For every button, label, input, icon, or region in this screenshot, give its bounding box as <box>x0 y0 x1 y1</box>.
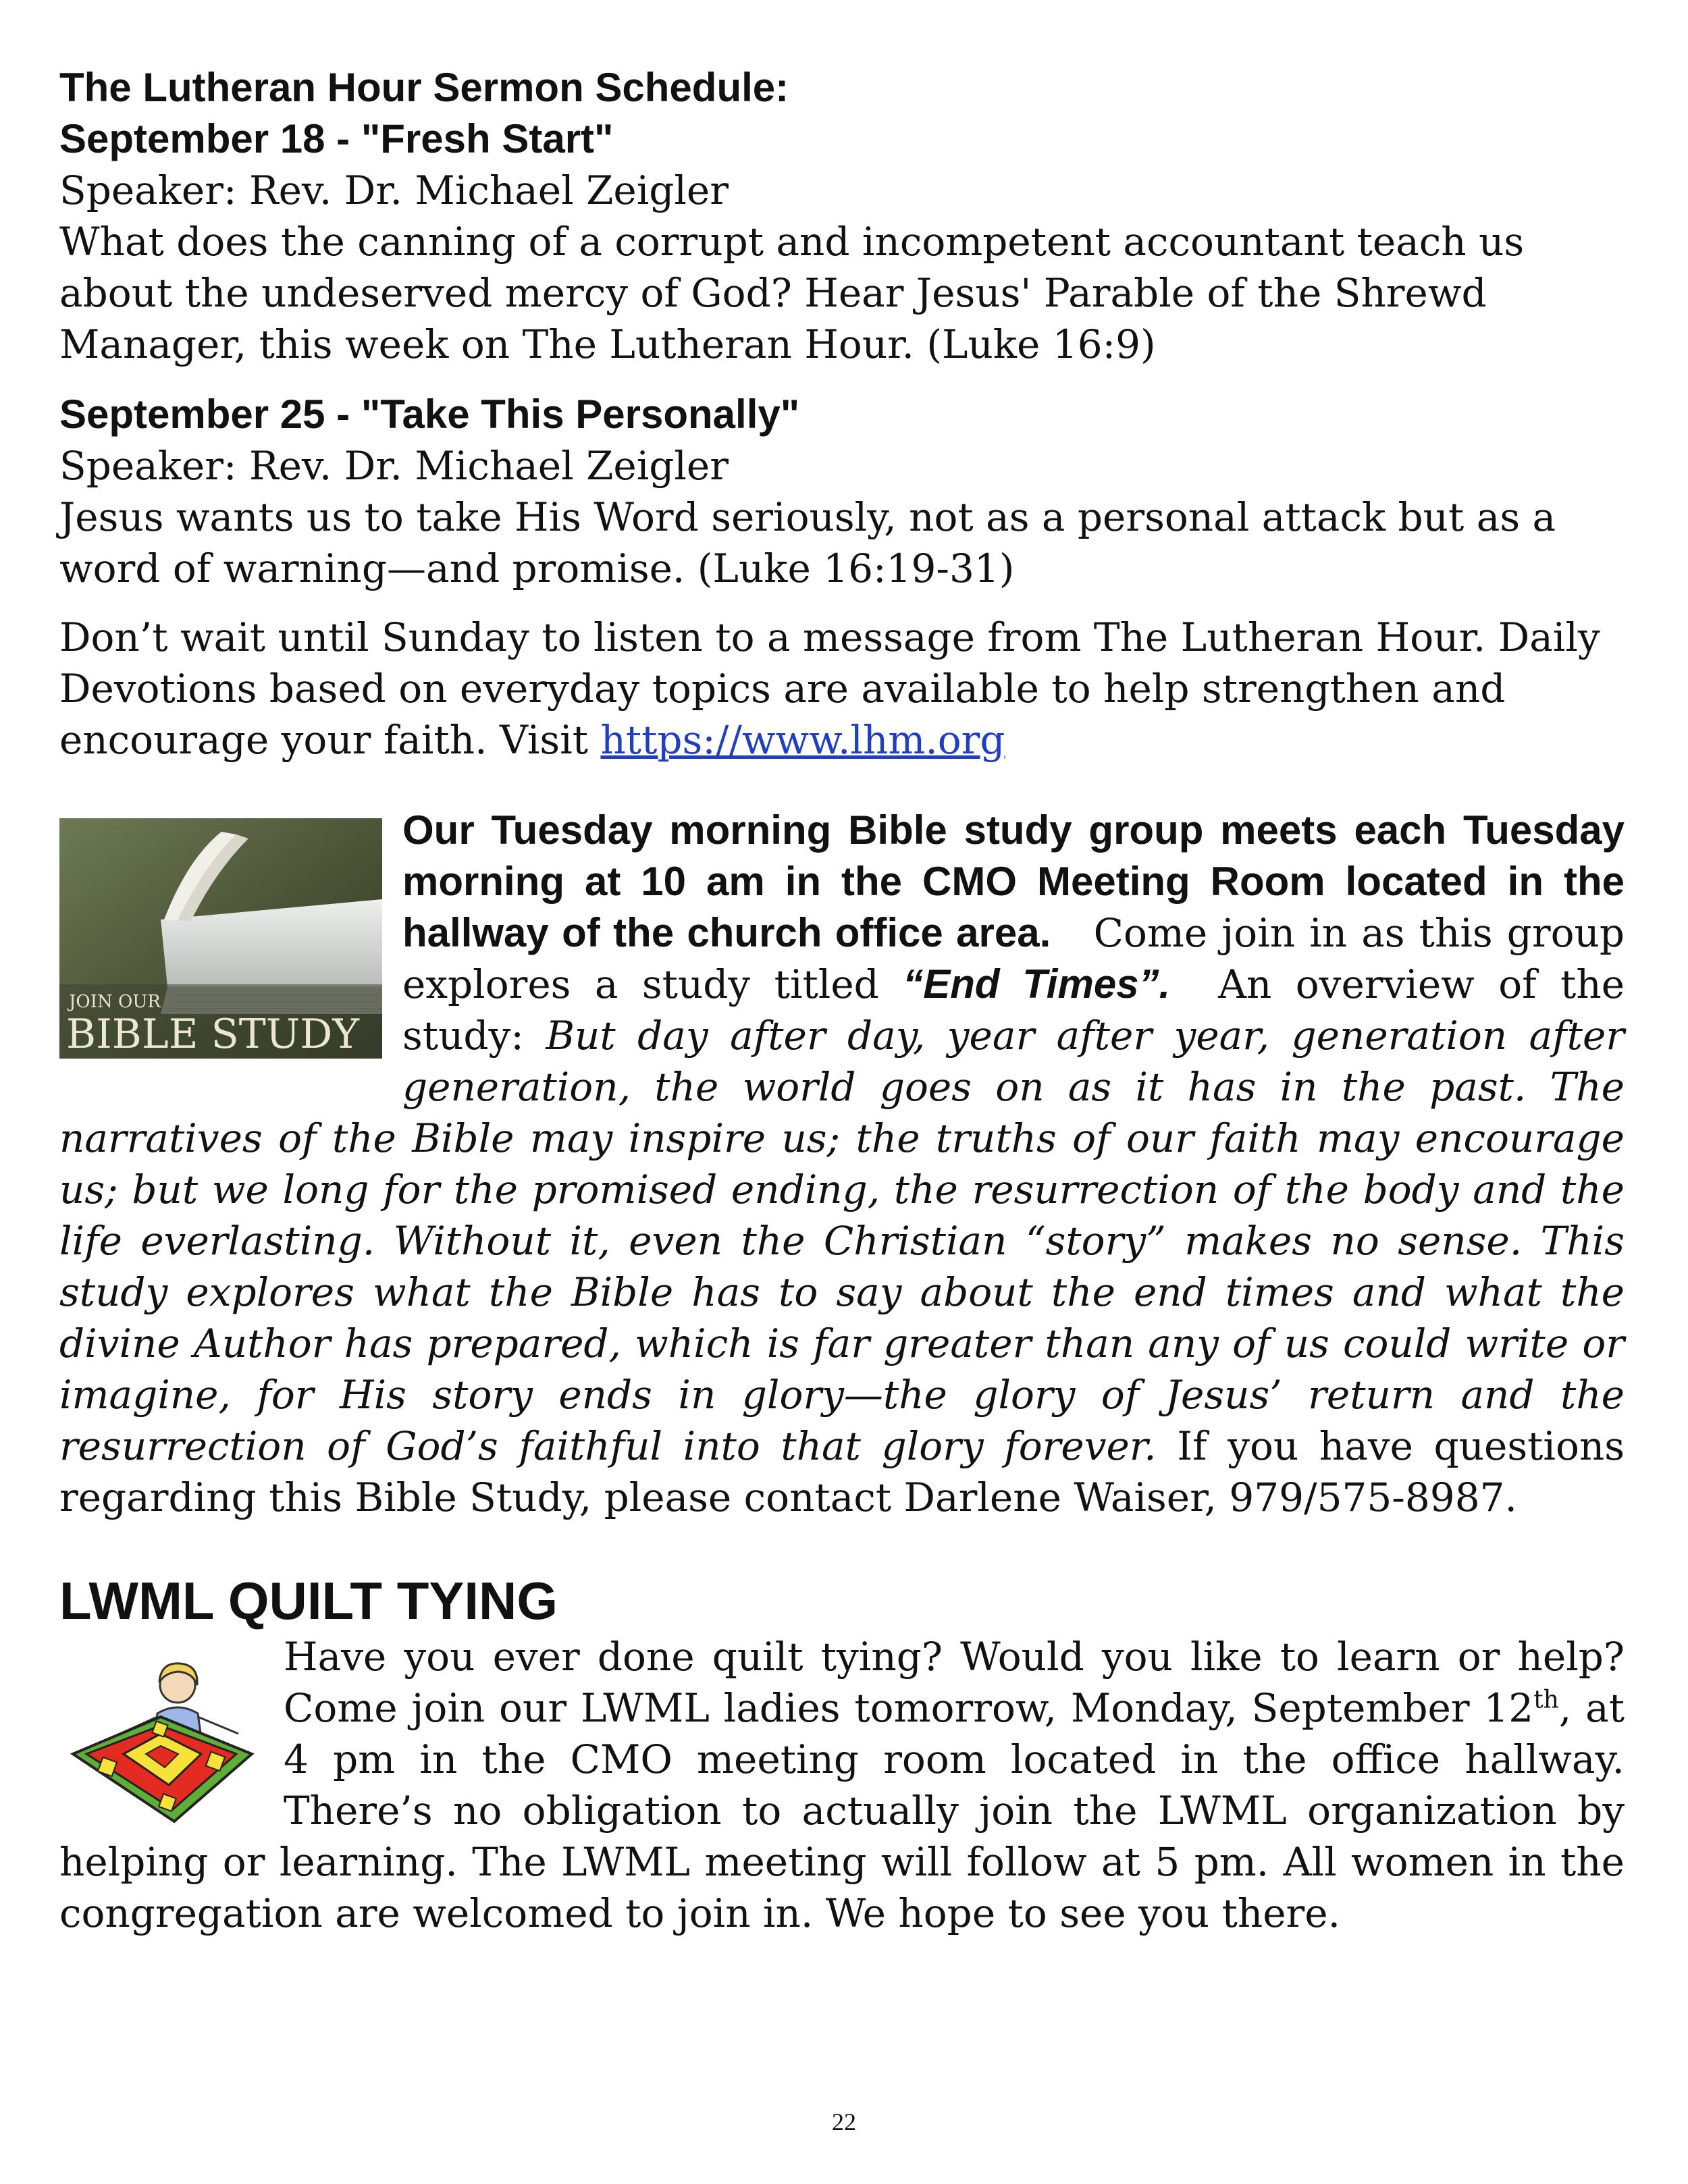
devotion-text: Don’t wait until Sunday to listen to a message from The Lutheran Hour. Daily Devotions based on everyday topics are available to help strengthen and encourage your faith. Visit <box>59 614 1600 763</box>
sermon-description: Jesus wants us to take His Word seriously, not as a personal attack but as a word of warning—and promise. (Luke 16:19-31) <box>59 494 1556 591</box>
sermon-description: What does the canning of a corrupt and incompetent accountant teach us about the undeserved mercy of God? Hear Jesus' Parable of the Shrewd Manager, this week on The Lutheran Hour. (Luke 16:9) <box>59 219 1525 367</box>
sermon-speaker: Speaker: Rev. Dr. Michael Zeigler <box>59 167 729 213</box>
sermon-heading: September 25 - "Take This Personally" <box>59 392 800 437</box>
bible-study-image <box>59 818 382 1059</box>
lhm-link[interactable]: https://www.lhm.org <box>600 717 1005 763</box>
sermon-item-1 <box>59 113 1625 370</box>
sermon-item-2 <box>59 389 1625 594</box>
bible-study-text-2: An overview of the study: <box>402 961 1625 1059</box>
bible-study-intro: Our Tuesday morning Bible study group meets each Tuesday morning at 10 am in the CMO Meeting Room located in the hallway of the church office area. <box>402 807 1625 955</box>
quilt-heading: LWML QUILT TYING <box>59 1571 558 1630</box>
study-title: “End Times”. <box>903 961 1171 1007</box>
quilt-date-suffix: th <box>1533 1686 1559 1714</box>
study-overview: But day after day, year after year, generation after generation, the world goes on as it has in the past. The narratives of the Bible may inspire us; the truths of our faith may encourage us; but we long for the promised ending, the resurrection of the body and the life everlasting. Without it, even the Christian “story” makes no sense. This study explores what the Bible has to say about the end times and what the divine Author has prepared, which is far greater than any of us could write or imagine, for His story ends in glory—the glory of Jesus’ return and the resurrection of God’s faithful into that glory forever. <box>59 1013 1625 1469</box>
quilt-clipart <box>59 1653 262 1830</box>
quilt-text-2: , at 4 pm in the CMO meeting room located in the office hallway. There’s no obligation to actually join the LWML organization by helping or learning. The LWML meeting will follow at 5 pm. All women in the congregation are welcomed to join in. We hope to see you there. <box>59 1685 1625 1936</box>
sermon-speaker: Speaker: Rev. Dr. Michael Zeigler <box>59 443 729 489</box>
quilt-text-1: Have you ever done quilt tying? Would you like to learn or help? Come join our LWML ladies tomorrow, Monday, September 12 <box>284 1634 1625 1731</box>
image-text-join: JOIN OUR <box>69 992 161 1012</box>
content <box>59 62 1625 1939</box>
quilt-section <box>59 1631 1625 1939</box>
page-number: 22 <box>832 2108 856 2135</box>
image-text-bible-study: BIBLE STUDY <box>66 1011 360 1058</box>
sermon-heading: September 18 - "Fresh Start" <box>59 116 614 161</box>
bible-study-text-1: Come join in as this group explores a study titled <box>402 910 1625 1007</box>
bible-study-contact: If you have questions regarding this Bible Study, please contact Darlene Waiser, 979/575-8987. <box>59 1423 1625 1520</box>
bible-study-section <box>59 805 1625 1523</box>
devotion-paragraph <box>59 612 1625 766</box>
sermon-schedule-title: The Lutheran Hour Sermon Schedule: <box>59 65 789 110</box>
